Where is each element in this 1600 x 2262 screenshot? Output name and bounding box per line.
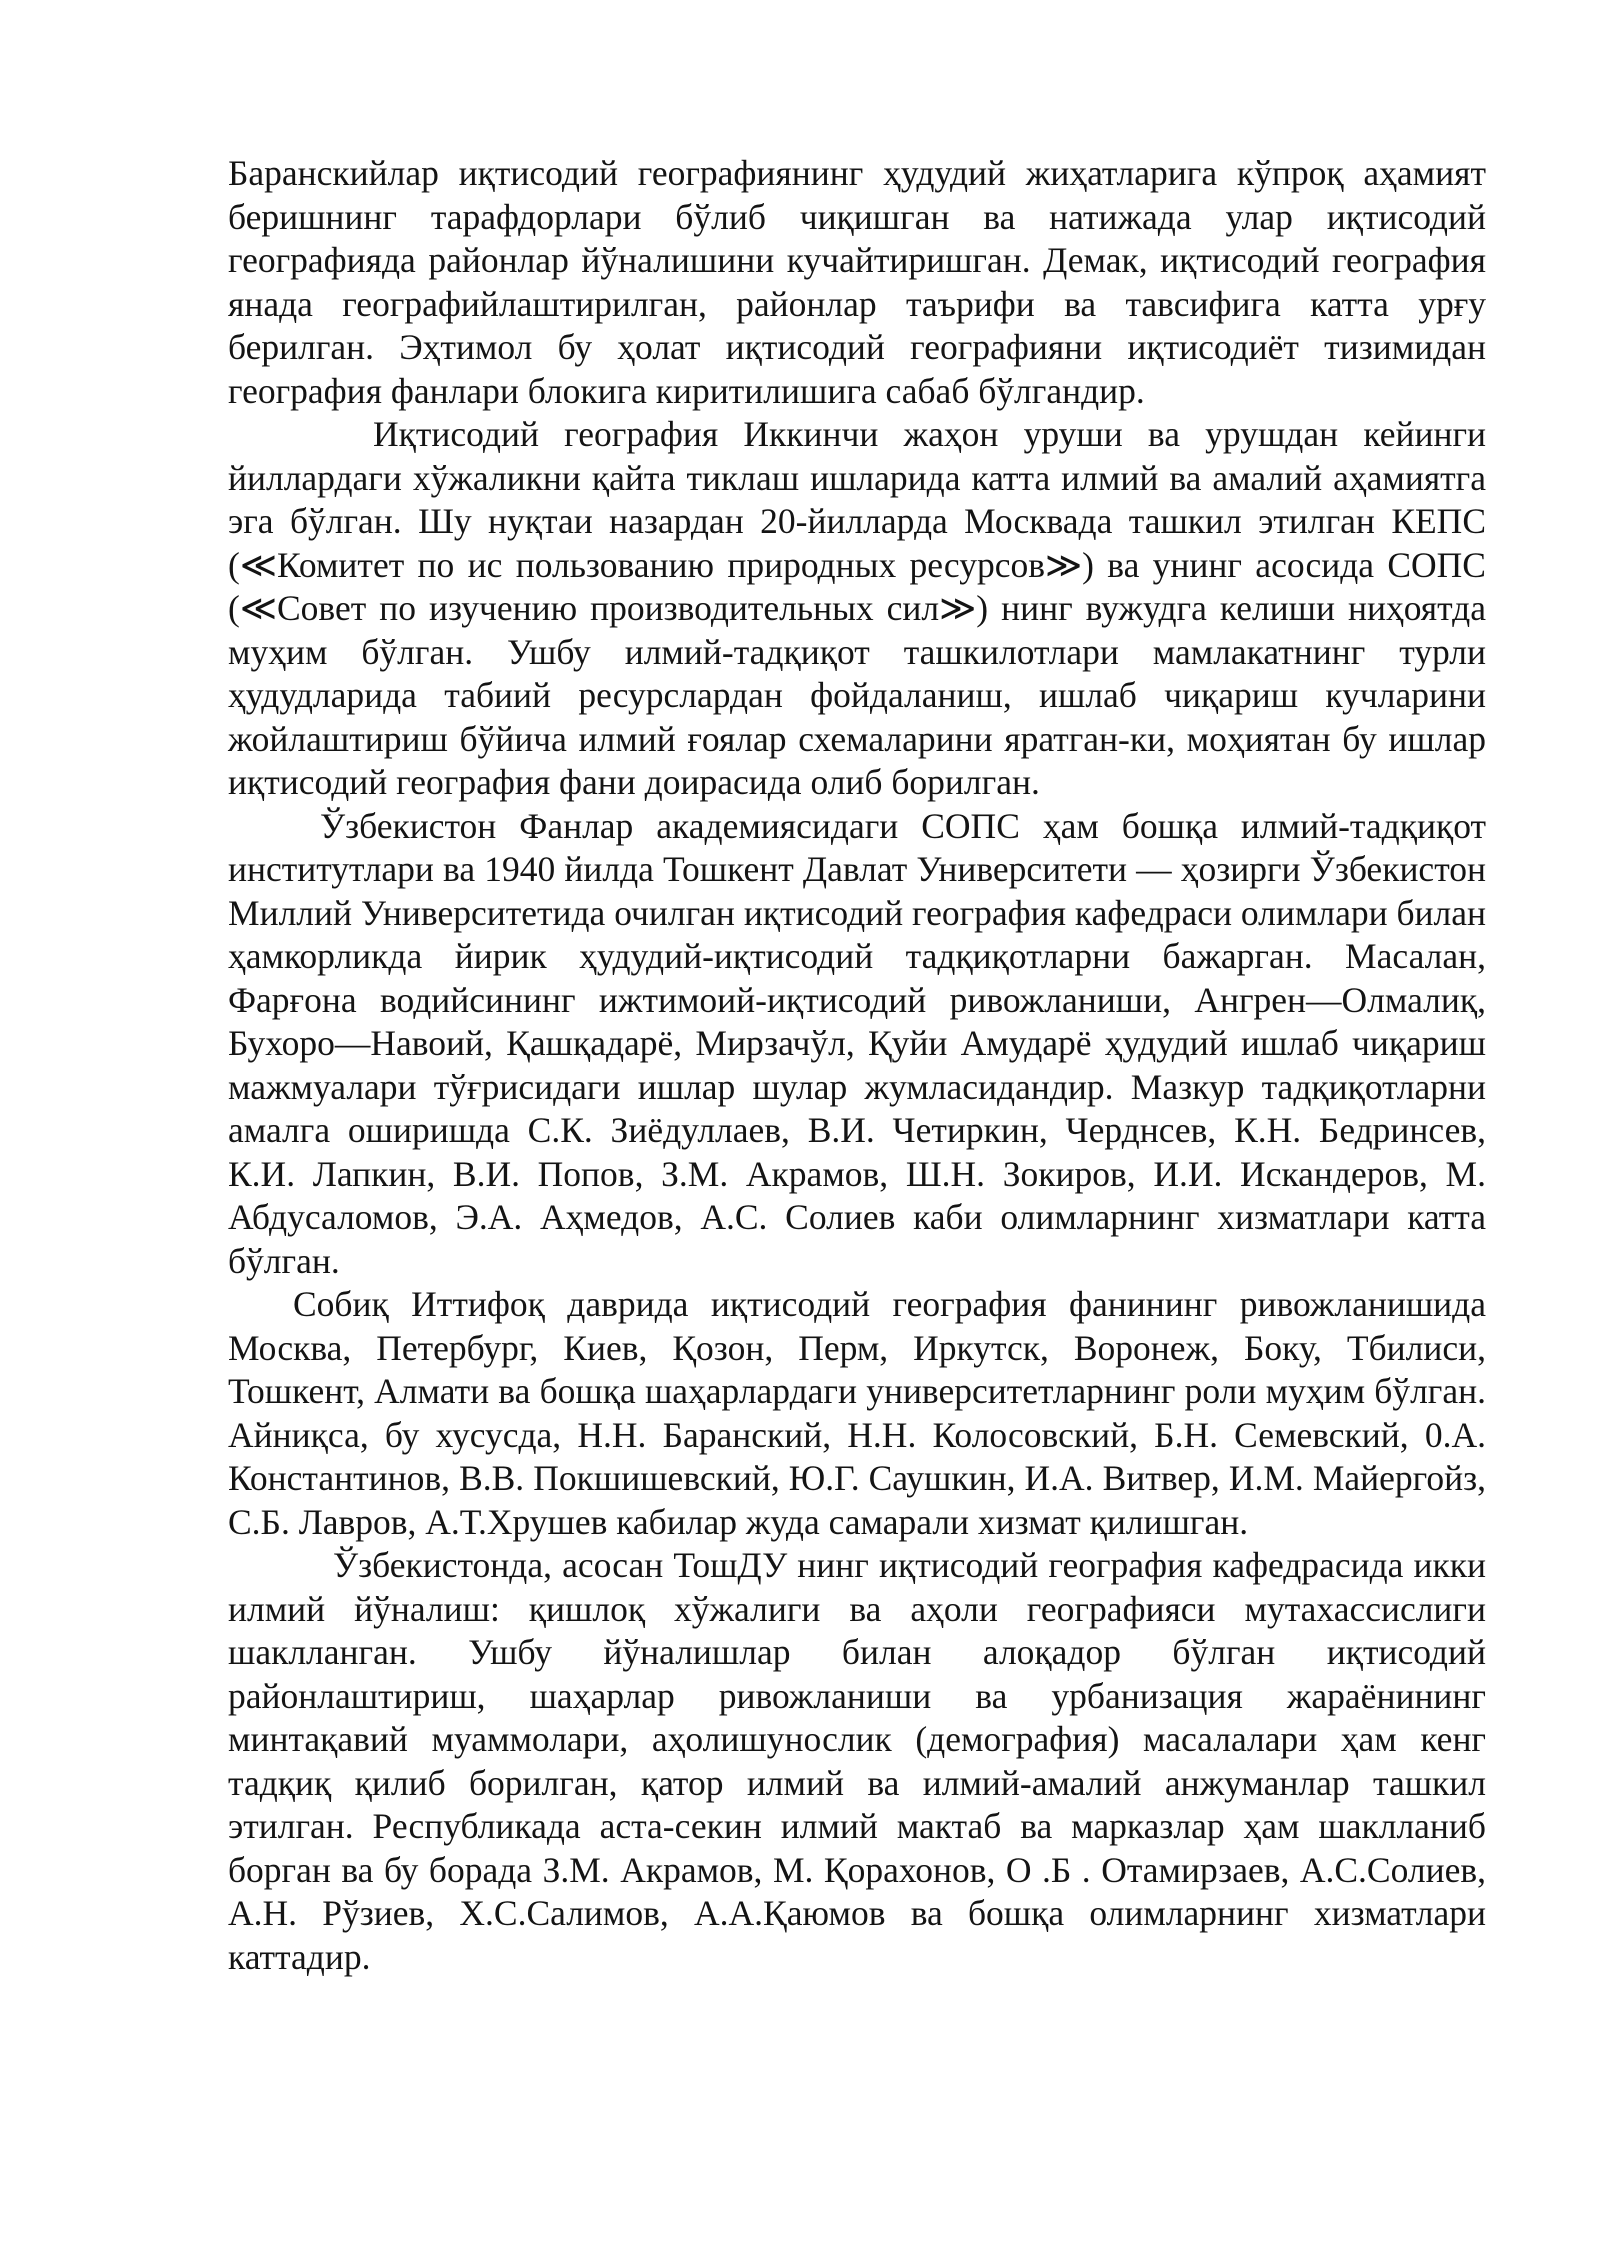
paragraph: Иқтисодий география Иккинчи жаҳон уруши ва урушдан кейинги йиллардаги хўжаликни қайта тиклаш ишларида катта илмий ва амалий аҳамиятга эга бўлган. Шу нуқтаи назардан 20-йилларда Москвада ташкил этилган КЕПС (≪Комитет по ис пользованию природных ресурсов≫) ва унинг асосида СОПС (≪Совет по изучению производительных сил≫) нинг вужудга келиши ниҳоятда муҳим бўлган. Ушбу илмий-тадқиқот ташкилотлари мамлакатнинг турли ҳудудларида табиий ресурслардан фойдаланиш, ишлаб чиқариш кучларини жойлаштириш бўйича илмий ғоялар схемаларини яратган-ки, моҳиятан бу ишлар иқтисодий география фани доирасида олиб борилган.	[228, 414, 1486, 802]
document-body	[228, 152, 1486, 1979]
paragraph: Ўзбекистонда, асосан ТошДУ нинг иқтисодий география кафедрасида икки илмий йўналиш: қишлоқ хўжалиги ва аҳоли географияси мутахассислиги шаклланган. Ушбу йўналишлар билан алоқадор бўлган иқтисодий районлаштириш, шаҳарлар ривожланиши ва урбанизация жараёнининг минтақавий муаммолари, аҳолишунослик (демография) масалалари ҳам кенг тадқиқ қилиб борилган, қатор илмий ва илмий-амалий анжуманлар ташкил этилган. Республикада аста-секин илмий мактаб ва марказлар ҳам шаклланиб борган ва бу борада З.М. Акрамов, М. Қорахонов, О .Б . Отамирзаев, А.С.Солиев, А.Н. Рўзиев, Х.С.Салимов, А.А.Қаюмов ва бошқа олимларнинг хизматлари каттадир.	[228, 1545, 1486, 1977]
paragraph: Собиқ Иттифоқ даврида иқтисодий география фанининг ривожланишида Москва, Петербург, Киев, Қозон, Перм, Иркутск, Воронеж, Боку, Тбилиси, Тошкент, Алмати ва бошқа шаҳарлардаги университетларнинг роли муҳим бўлган. Айниқса, бу хусусда, Н.Н. Баранский, Н.Н. Колосовский, Б.Н. Семевский, 0.А. Константинов, В.В. Покшишевский, Ю.Г. Саушкин, И.А. Витвер, И.М. Майергойз, С.Б. Лавров, А.Т.Хрушев кабилар жуда самарали хизмат қилишган.	[228, 1284, 1486, 1542]
paragraph: Баранскийлар иқтисодий географиянинг ҳудудий жиҳатларига кўпроқ аҳамият беришнинг тарафдорлари бўлиб чиқишган ва натижада улар иқтисодий географияда районлар йўналишини кучайтиришган. Демак, иқтисодий география янада географийлаштирилган, районлар таърифи ва тавсифига катта урғу берилган. Эҳтимол бу ҳолат иқтисодий географияни иқтисодиёт тизимидан география фанлари блокига киритилишига сабаб бўлгандир.	[228, 153, 1486, 411]
paragraph: Ўзбекистон Фанлар академиясидаги СОПС ҳам бошқа илмий-тадқиқот институтлари ва 1940 йилда Тошкент Давлат Университети — ҳозирги Ўзбекистон Миллий Университетида очилган иқтисодий география кафедраси олимлари билан ҳамкорликда йирик ҳудудий-иқтисодий тадқиқотларни бажарган. Масалан, Фарғона водийсининг ижтимоий-иқтисодий ривожланиши, Ангрен—Олмалиқ, Бухоро—Навоий, Қашқадарё, Мирзачўл, Қуйи Амударё ҳудудий ишлаб чиқариш мажмуалари тўғрисидаги ишлар шулар жумласидандир. Мазкур тадқиқотларни амалга оширишда С.К. Зиёдуллаев, В.И. Четиркин, Черднсев, К.Н. Бедринсев, К.И. Лапкин, В.И. Попов, З.М. Акрамов, Ш.Н. Зокиров, И.И. Искандеров, М. Абдусаломов, Э.А. Аҳмедов, А.С. Солиев каби олимларнинг хизматлари катта бўлган.	[228, 805, 1486, 1281]
